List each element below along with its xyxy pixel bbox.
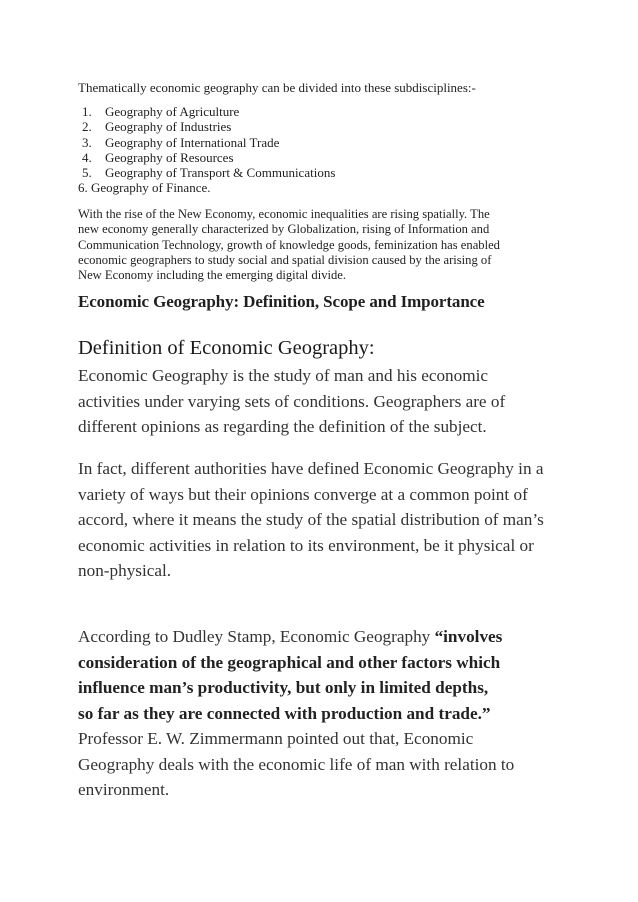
new-economy-paragraph [78,207,548,283]
quote-text: consideration of the geographical and other factors which [78,652,501,672]
list-item [78,150,335,165]
intro-text: Thematically economic geography can be divided into these subdisciplines:- [78,80,476,95]
paragraph-line: Geography deals with the economic life of man with relation to [78,754,515,774]
list-text: Geography of International Trade [105,134,280,150]
paragraph-line: With the rise of the New Economy, economic inequalities are rising spatially. The [78,207,490,221]
list-text: Geography of Transport & Communications [105,165,336,181]
list-number: 6. [78,180,88,196]
paragraph-line [78,624,514,650]
paragraph-line: activities under varying sets of conditions. Geographers are of [78,391,506,411]
list-number: 2. [82,119,92,135]
paragraph-line: New Economy including the emerging digital divide. [78,268,347,283]
paragraph-line: In fact, different authorities have defined Economic Geography in a [78,459,544,478]
authorities-paragraph [78,456,544,584]
list-item [78,104,335,119]
list-item [78,119,335,134]
list-number: 1. [82,104,92,119]
paragraph-line: economic geographers to study social and spatial division caused by the arising of [78,252,492,267]
paragraph-line: variety of ways but their opinions converge at a common point of [78,484,528,504]
quote-text: influence man’s productivity, but only in limited depths, [78,678,489,697]
list-number: 5. [82,165,92,181]
list-item [78,180,335,195]
list-text: Geography of Industries [105,119,232,135]
list-number: 3. [82,134,92,150]
paragraph-line: environment. [78,780,170,799]
paragraph-line [78,650,514,676]
definition-subheading: Definition of Economic Geography: [78,337,375,359]
paragraph-line: accord, where it means the study of the spatial distribution of man’s [78,510,544,529]
paragraph-line: new economy generally characterized by Globalization, rising of Information and [78,222,490,237]
paragraph-line: non-physical. [78,561,172,580]
quote-open-text: “involves [434,627,503,646]
paragraph-line: different opinions as regarding the definition of the subject. [78,417,487,436]
stamp-quote-paragraph [78,624,514,803]
list-text: Geography of Agriculture [105,104,240,119]
list-number: 4. [82,149,92,165]
paragraph-line: Communication Technology, growth of knowledge goods, feminization has enabled [78,237,500,252]
paragraph-line: Economic Geography is the study of man and his economic [78,366,489,385]
paragraph-line: Professor E. W. Zimmermann pointed out that, Economic [78,729,474,748]
paragraph-line: economic activities in relation to its environment, be it physical or [78,535,534,555]
list-text: Geography of Resources [105,149,234,165]
section-heading: Economic Geography: Definition, Scope and Importance [78,292,485,311]
paragraph-line [78,675,514,701]
paragraph-line [78,701,514,727]
list-text: Geography of Finance. [91,180,211,196]
quote-text: so far as they are connected with production and trade.” [78,703,491,723]
quote-intro-text: According to Dudley Stamp, Economic Geography [78,627,435,646]
definition-paragraph [78,363,505,440]
subdisciplines-list [78,104,335,196]
list-item [78,135,335,150]
list-item [78,165,335,180]
